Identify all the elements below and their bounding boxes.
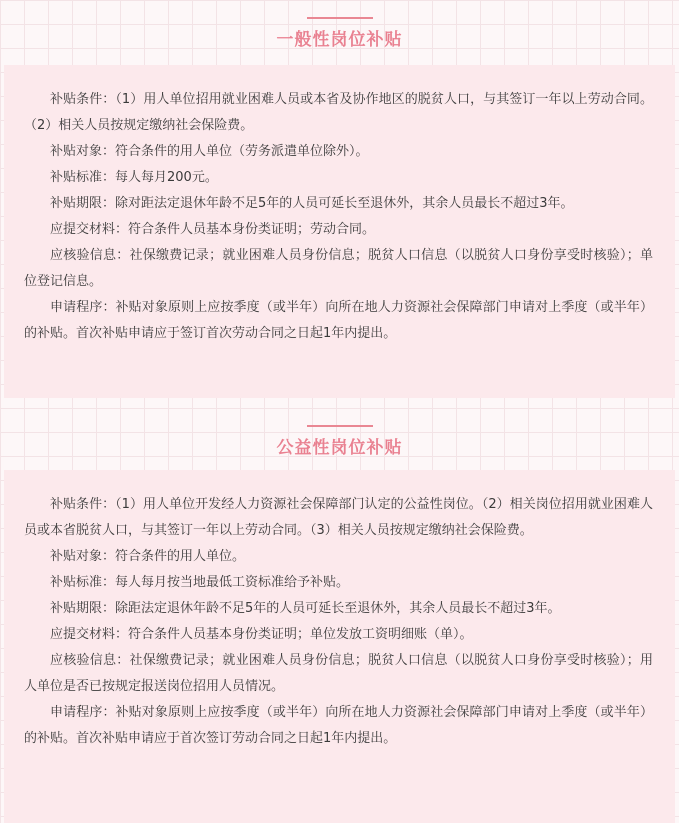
paragraph-period: 补贴期限：除距法定退休年龄不足5年的人员可延长至退休外，其余人员最长不超过3年。: [50, 601, 561, 616]
title-divider: [307, 17, 373, 19]
paragraph-condition: 补贴条件：（1）用人单位开发经人力资源社会保障部门认定的公益性岗位。（2）相关岗位招用就业困难人员或本省脱贫人口，与其签订一年以上劳动合同。（3）相关人员按规定缴纳社会保险费。: [24, 497, 653, 538]
section-general-subsidy: [0, 0, 679, 341]
paragraph-verification: 应核验信息：社保缴费记录；就业困难人员身份信息；脱贫人口信息（以脱贫人口身份享受时核验）；单位登记信息。: [24, 248, 653, 289]
section-title: 一般性岗位补贴: [276, 30, 403, 50]
paragraph-materials: 应提交材料：符合条件人员基本身份类证明；劳动合同。: [50, 222, 376, 237]
section-header: [0, 0, 679, 60]
paragraph-procedure: 申请程序：补贴对象原则上应按季度（或半年）向所在地人力资源社会保障部门申请对上季度（或半年）的补贴。首次补贴申请应于首次签订劳动合同之日起1年内提出。: [24, 705, 653, 746]
paragraph-standard: 补贴标准：每人每月200元。: [50, 170, 218, 185]
paragraph-standard: 补贴标准：每人每月按当地最低工资标准给予补贴。: [50, 575, 350, 590]
content-box: [4, 470, 675, 823]
paragraph-period: 补贴期限：除对距法定退休年龄不足5年的人员可延长至退休外，其余人员最长不超过3年。: [50, 196, 574, 211]
paragraph-target: 补贴对象：符合条件的用人单位。: [50, 549, 246, 564]
paragraph-procedure: 申请程序：补贴对象原则上应按季度（或半年）向所在地人力资源社会保障部门申请对上季度（或半年）的补贴。首次补贴申请应于签订首次劳动合同之日起1年内提出。: [24, 300, 653, 341]
content-box: [4, 65, 675, 398]
paragraph-condition: 补贴条件：（1）用人单位招用就业困难人员或本省及协作地区的脱贫人口，与其签订一年以上劳动合同。（2）相关人员按规定缴纳社会保险费。: [24, 92, 653, 133]
paragraph-target: 补贴对象：符合条件的用人单位（劳务派遣单位除外）。: [50, 144, 369, 159]
section-title: 公益性岗位补贴: [276, 438, 403, 458]
section-public-welfare-subsidy: [0, 408, 679, 746]
paragraph-verification: 应核验信息：社保缴费记录；就业困难人员身份信息；脱贫人口信息（以脱贫人口身份享受时核验）；用人单位是否已按规定报送岗位招用人员情况。: [24, 653, 653, 694]
paragraph-materials: 应提交材料：符合条件人员基本身份类证明；单位发放工资明细账（单）。: [50, 627, 473, 642]
title-divider: [307, 425, 373, 427]
section-header: [0, 408, 679, 468]
